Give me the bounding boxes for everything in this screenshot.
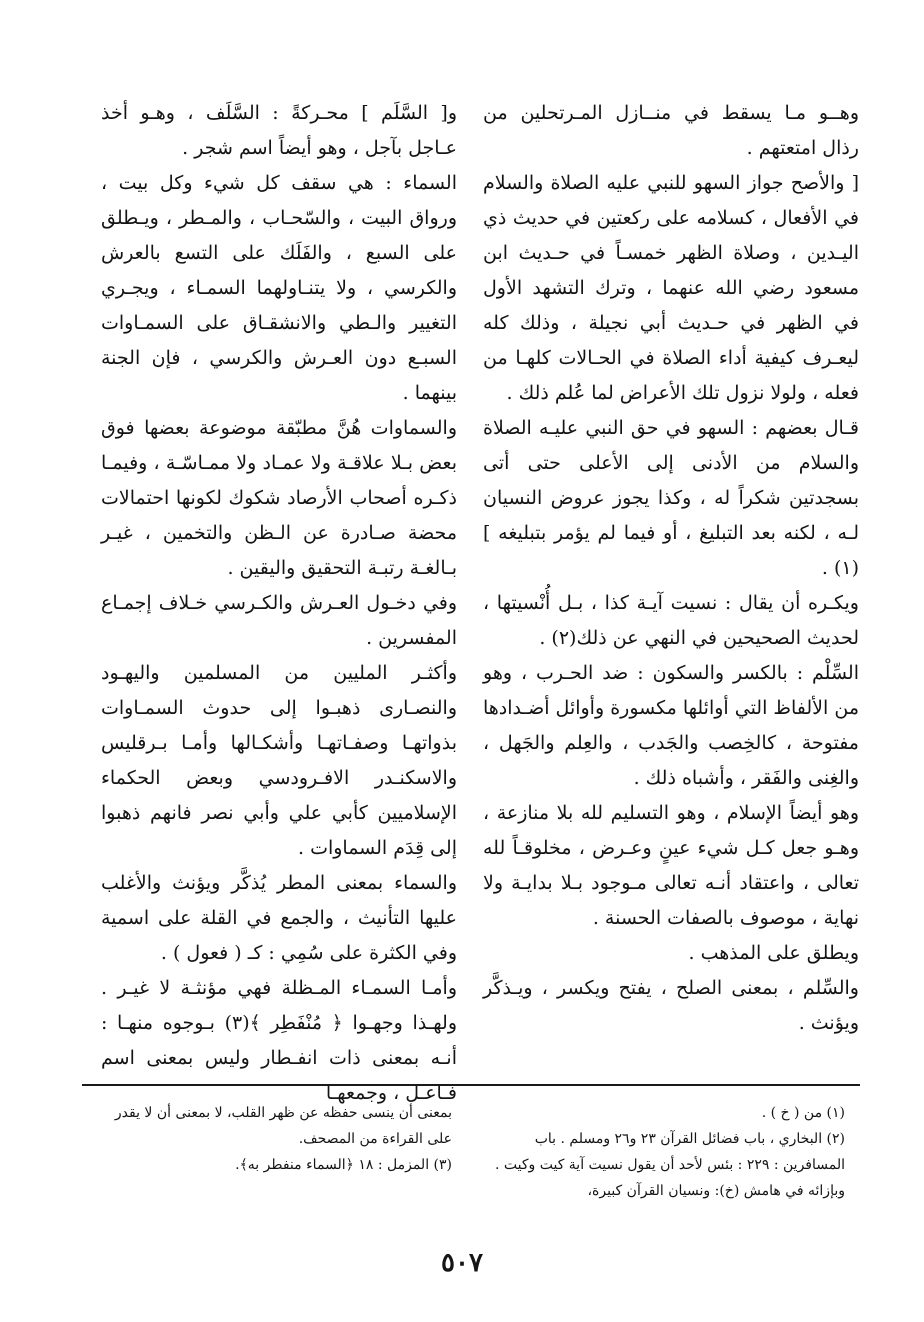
paragraph: ويطلق على المذهب . <box>688 942 859 964</box>
right-text-column <box>483 96 859 1041</box>
footnote: بمعنى أن ينسى حفظه عن ظهر القلب، لا بمعنى أن لا يقدر على القراءة من المصحف. <box>114 1105 452 1147</box>
footnote-divider <box>82 1084 860 1086</box>
paragraph: وأمـا السمـاء المـظلة فهي مؤنثـة لا غيـر . ولهـذا وجهـوا ﴿ مُنْفَطِر ﴾(٣) بـوجوه منهـا : أنـه بمعنى ذات انفـطار وليس بمعنى اسم فـاعـل ، وجمعهـا <box>101 977 457 1104</box>
footnote: (١) من ( خ ) . <box>761 1105 845 1121</box>
paragraph: والسماء بمعنى المطر يُذكَّر ويؤنث والأغلب عليها التأنيث ، والجمع في القلة على اسمية وفي الكثرة على سُمِي : كـ ( فعول ) . <box>101 872 457 964</box>
paragraph: [ والأصح جواز السهو للنبي عليه الصلاة والسلام في الأفعال ، كسلامه على ركعتين في حديث ذي اليـدين ، وصلاة الظهر خمسـاً في حـديث ابن مسعود رضي الله عنهما ، وترك التشهد الأول في الظهر في حـديث أبي نجيلة ، وذلك كله ليعـرف كيفية أداء الصلاة في الحـالات كلهـا من فعله ، ولولا نزول تلك الأعراض لما عُلم ذلك . <box>483 172 859 404</box>
paragraph: والسِّلم ، بمعنى الصلح ، يفتح ويكسر ، ويـذكَّر ويؤنث . <box>483 977 859 1034</box>
footnote: (٣) المزمل : ١٨ ﴿السماء منفطر به﴾. <box>235 1157 452 1173</box>
footnotes-right <box>470 1100 845 1204</box>
paragraph: السماء : هي سقف كل شيء وكل بيت ، ورواق البيت ، والسّحـاب ، والمـطر ، ويـطلق على السبع ، والفَلَك على التسع بالعرش والكرسي ، ولا يتنـاولهما السمـاء ، ويجـري التغيير والـطي والانشقـاق على السمـاوات السبـع دون العـرش والكرسي ، فإن الجنة بينهما . <box>101 172 457 404</box>
paragraph: قـال بعضهم : السهو في حق النبي عليـه الصلاة والسلام من الأدنى إلى الأعلى حتى أتى بسجدتين شكراً له ، وكذا يجوز عروض النسيان لـه ، لكنه بعد التبليغ ، أو فيما لم يؤمر بتبليغه ](١) . <box>483 417 859 579</box>
paragraph: و[ السَّلَم ] محـركةً : السَّلَف ، وهـو أخذ عـاجل بآجل ، وهو أيضاً اسم شجر . <box>101 102 457 159</box>
paragraph: السِّلْم : بالكسر والسكون : ضد الحـرب ، وهو من الألفاظ التي أوائلها مكسورة وأوائل أضـدادها مفتوحة ، كالخِصب والجَدب ، والعِلم والجَهل ، والغِنى والفَقر ، وأشباه ذلك . <box>483 662 859 789</box>
paragraph: وهو أيضاً الإسلام ، وهو التسليم لله بلا منازعة ، وهـو جعل كـل شيء عينٍ وعـرض ، مخلوقـاً لله تعالى ، واعتقاد أنـه تعالى مـوجود بـلا بدايـة ولا نهاية ، موصوف بالصفات الحسنة . <box>483 802 859 929</box>
left-text-column <box>101 96 457 1111</box>
paragraph: وفي دخـول العـرش والكـرسي خـلاف إجمـاع المفسرين . <box>101 592 457 649</box>
page-number: ٥٠٧ <box>441 1248 483 1278</box>
footnotes-left <box>112 1100 452 1178</box>
paragraph: والسماوات هُنَّ مطبّقة موضوعة بعضها فوق بعض بـلا علاقـة ولا عمـاد ولا ممـاسّـة ، وفيمـا ذكـره أصحاب الأرصاد شكوك لكونها احتمالات محضة صـادرة عن الـظن والتخمين ، غيـر بـالغـة رتبـة التحقيق واليقين . <box>101 417 457 579</box>
footnote: (٢) البخاري ، باب فضائل القرآن ٢٣ و٢٦ ومسلم . باب المسافرين : ٢٢٩ : بئس لأحد أن يقول نسيت آية كيت وكيت . وبإزائه في هامش (خ): ونسيان القرآن كبيرة، <box>494 1131 845 1199</box>
paragraph: وهــو مـا يسقط في منــازل المـرتحلين من رذال امتعتهم . <box>483 102 859 159</box>
paragraph: ويكـره أن يقال : نسيت آيـة كذا ، بـل أُنْسيتها ، لحديث الصحيحين في النهي عن ذلك(٢) . <box>483 592 859 649</box>
paragraph: وأكثـر المليين من المسلمين واليهـود والنصـارى ذهبـوا إلى حدوث السمـاوات بذواتهـا وصفـاتهـا وأشكـالها وأمـا بـرقليس والاسكنـدر الافـرودسي وبعض الحكماء الإسلاميين كأبي علي وأبي نصر فانهم ذهبوا إلى قِدَم السماوات . <box>101 662 457 859</box>
